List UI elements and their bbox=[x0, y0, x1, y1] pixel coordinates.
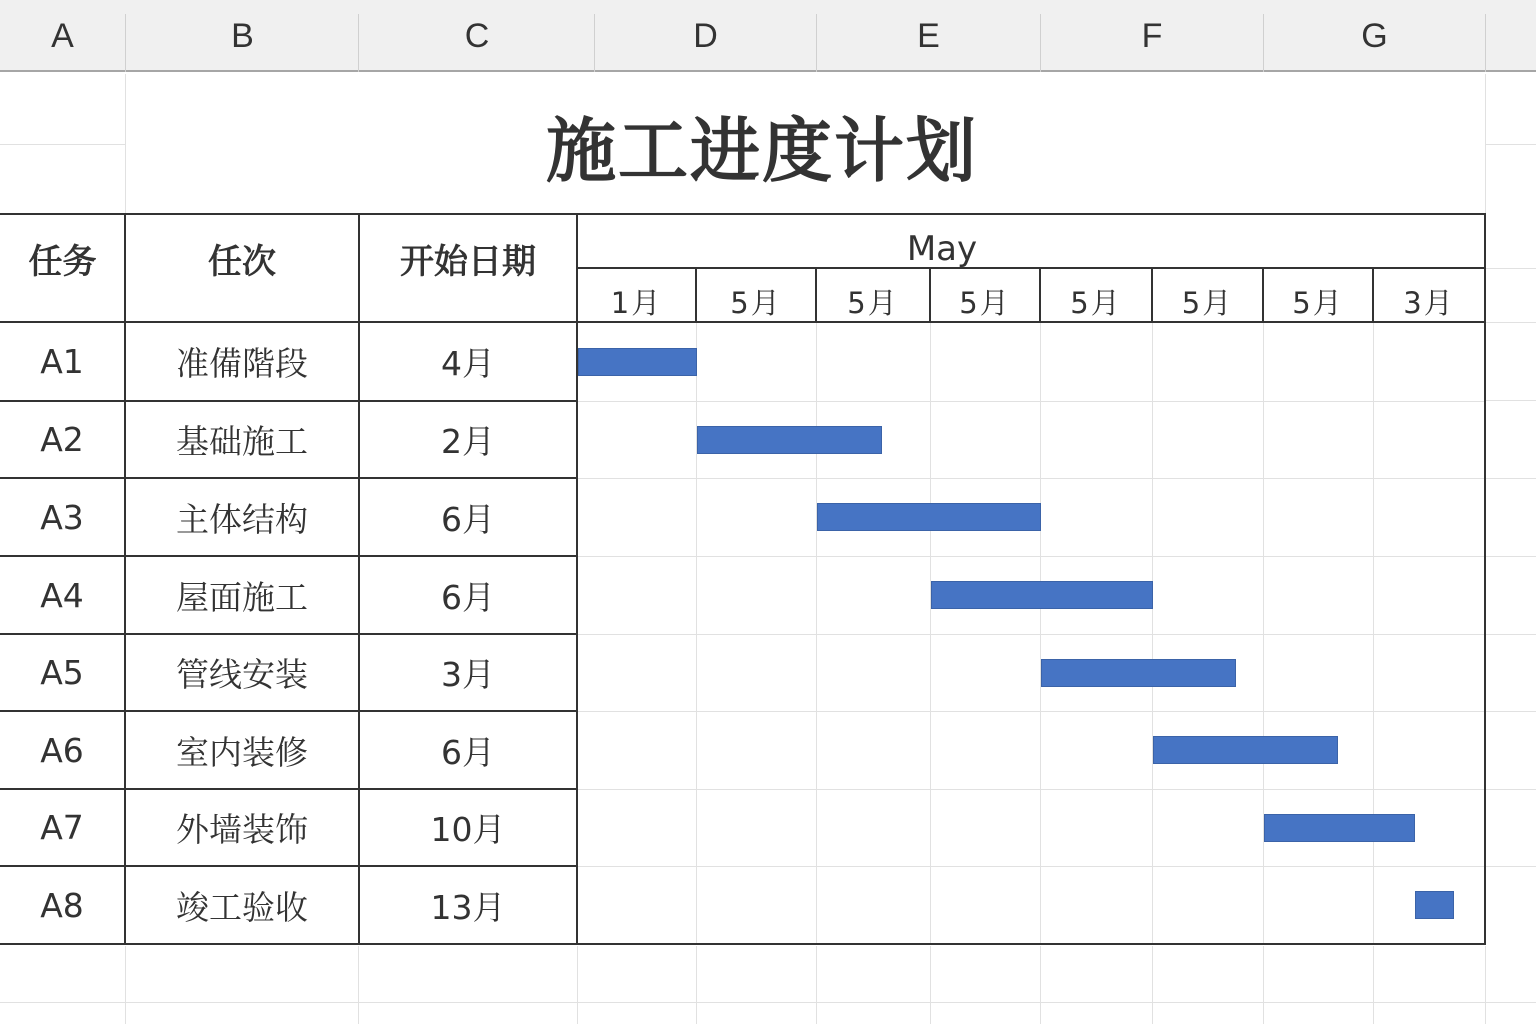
task-name-cell[interactable]: 室内装修 bbox=[176, 732, 308, 772]
header-month: May bbox=[906, 229, 978, 269]
gantt-gridline bbox=[578, 711, 1484, 712]
gantt-gridline bbox=[1373, 323, 1374, 943]
column-header-b[interactable]: B bbox=[231, 16, 254, 55]
task-id-cell[interactable]: A3 bbox=[40, 497, 84, 537]
column-header-f[interactable]: F bbox=[1141, 16, 1163, 55]
task-name-cell[interactable]: 管线安装 bbox=[176, 655, 308, 694]
gantt-gridline bbox=[1152, 323, 1153, 943]
period-header-1: 1月 bbox=[610, 285, 663, 320]
gantt-bar[interactable] bbox=[1415, 891, 1454, 919]
task-id-cell[interactable]: A6 bbox=[40, 730, 84, 770]
column-header-bar bbox=[0, 0, 1536, 72]
start-date-cell[interactable]: 2月 bbox=[441, 422, 495, 461]
period-header-6: 5月 bbox=[1181, 285, 1234, 320]
start-date-cell[interactable]: 10月 bbox=[430, 810, 506, 849]
gantt-gridline bbox=[696, 323, 697, 943]
gantt-bar[interactable] bbox=[578, 348, 697, 376]
period-header-2: 5月 bbox=[730, 285, 782, 320]
task-name-cell[interactable]: 基础施工 bbox=[176, 422, 308, 461]
start-date-cell[interactable]: 6月 bbox=[441, 577, 495, 617]
task-name-cell[interactable]: 竣工验收 bbox=[176, 887, 308, 927]
column-header-d[interactable]: D bbox=[693, 16, 718, 55]
header-start-date: 开始日期 bbox=[400, 241, 536, 282]
column-header-a[interactable]: A bbox=[51, 16, 74, 55]
task-id-cell[interactable]: A5 bbox=[40, 653, 84, 692]
start-date-cell[interactable]: 6月 bbox=[441, 732, 495, 772]
task-name-cell[interactable]: 外墙装饰 bbox=[176, 810, 308, 849]
task-name-cell[interactable]: 屋面施工 bbox=[176, 577, 308, 617]
gantt-bar[interactable] bbox=[931, 581, 1153, 609]
task-id-cell[interactable]: A8 bbox=[40, 885, 84, 925]
period-header-8: 3月 bbox=[1403, 285, 1455, 320]
gantt-gridline bbox=[578, 401, 1484, 402]
task-id-cell[interactable]: A1 bbox=[40, 342, 84, 381]
start-date-cell[interactable]: 13月 bbox=[430, 887, 506, 927]
period-header-5: 5月 bbox=[1070, 285, 1122, 320]
gantt-bar[interactable] bbox=[1264, 814, 1415, 842]
period-header-7: 5月 bbox=[1292, 285, 1344, 320]
gantt-bar[interactable] bbox=[817, 503, 1041, 531]
gantt-gridline bbox=[578, 556, 1484, 557]
start-date-cell[interactable]: 6月 bbox=[441, 499, 495, 539]
task-id-cell[interactable]: A4 bbox=[40, 575, 84, 615]
gantt-gridline bbox=[930, 323, 931, 943]
gantt-gridline bbox=[816, 323, 817, 943]
header-phase: 任次 bbox=[208, 241, 276, 282]
start-date-cell[interactable]: 3月 bbox=[441, 655, 495, 694]
column-header-e[interactable]: E bbox=[917, 16, 940, 55]
page-title: 施工进度计划 bbox=[546, 109, 978, 192]
task-name-cell[interactable]: 主体结构 bbox=[176, 499, 308, 539]
task-name-cell[interactable]: 准備階段 bbox=[176, 344, 308, 383]
start-date-cell[interactable]: 4月 bbox=[441, 344, 495, 383]
period-header-4: 5月 bbox=[959, 285, 1011, 320]
task-id-cell[interactable]: A2 bbox=[40, 420, 84, 459]
gantt-gridline bbox=[578, 634, 1484, 635]
gantt-bar[interactable] bbox=[1153, 736, 1338, 764]
gantt-gridline bbox=[578, 478, 1484, 479]
header-task: 任务 bbox=[28, 241, 97, 282]
column-header-g[interactable]: G bbox=[1361, 16, 1388, 55]
gantt-bar[interactable] bbox=[1041, 659, 1236, 687]
gantt-gridline bbox=[578, 866, 1484, 867]
gantt-gridline bbox=[1263, 323, 1264, 943]
gantt-gridline bbox=[1040, 323, 1041, 943]
column-header-c[interactable]: C bbox=[464, 16, 490, 55]
gantt-gridline bbox=[578, 789, 1484, 790]
period-header-3: 5月 bbox=[847, 285, 899, 320]
task-id-cell[interactable]: A7 bbox=[40, 808, 84, 847]
gantt-bar[interactable] bbox=[697, 426, 882, 454]
